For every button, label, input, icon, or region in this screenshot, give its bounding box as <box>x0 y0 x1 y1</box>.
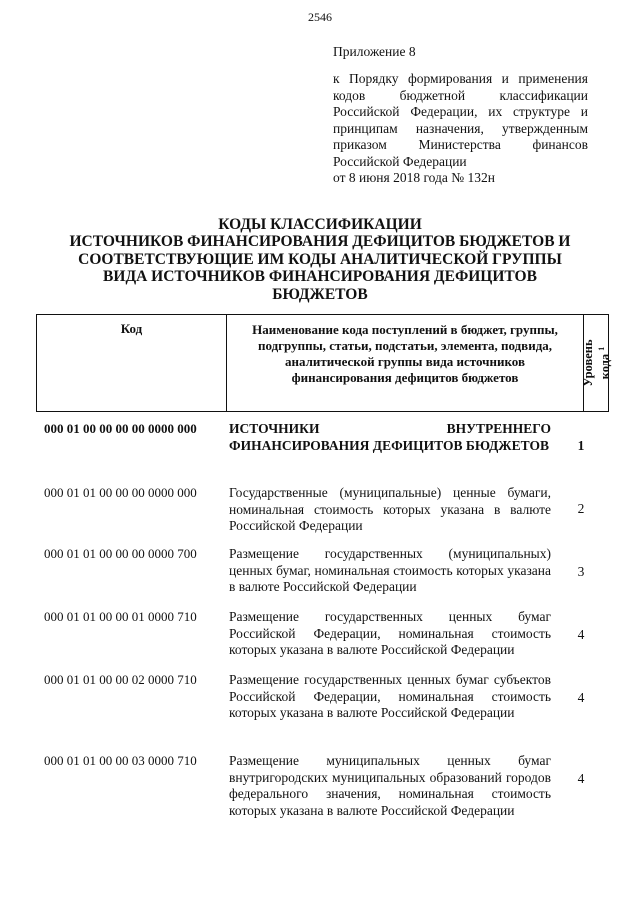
row-code: 000 01 01 00 00 01 0000 710 <box>44 609 197 624</box>
table-header <box>36 314 613 412</box>
row-level: 2 <box>577 501 585 516</box>
row-name: Государственные (муниципальные) ценные бумаги, номинальная стоимость которых указана в валюте Российской Федерации <box>229 485 551 534</box>
title-line: ИСТОЧНИКОВ ФИНАНСИРОВАНИЯ ДЕФИЦИТОВ БЮДЖЕТОВ И <box>69 233 571 251</box>
row-code: 000 01 01 00 00 03 0000 710 <box>44 753 197 768</box>
title-line: ВИДА ИСТОЧНИКОВ ФИНАНСИРОВАНИЯ ДЕФИЦИТОВ <box>103 268 537 286</box>
footnote-mark: 1 <box>596 346 606 351</box>
header-name-text: Наименование кода поступлений в бюджет, группы, подгруппы, статьи, подстатьи, элемента, подвида, аналитической группы вида источников финансирования дефицитов бюджетов <box>252 322 558 385</box>
row-level: 4 <box>577 690 585 705</box>
row-name: Размещение государственных ценных бумаг Российской Федерации, номинальная стоимость которых указана в валюте Российской Федерации <box>229 609 551 658</box>
title-line: БЮДЖЕТОВ <box>272 285 368 303</box>
header-level <box>580 315 613 411</box>
row-code: 000 01 01 00 00 00 0000 000 <box>44 485 197 500</box>
title-line: КОДЫ КЛАССИФИКАЦИИ <box>218 216 422 233</box>
title-line: СООТВЕТСТВУЮЩИЕ ИМ КОДЫ АНАЛИТИЧЕСКОЙ ГРУППЫ <box>78 250 562 268</box>
row-code: 000 01 00 00 00 00 0000 000 <box>44 421 197 436</box>
header-level-line2: кода <box>598 353 613 380</box>
row-name: Размещение государственных (муниципальных) ценных бумаг, номинальная стоимость которых указана в валюте Российской Федерации <box>229 546 551 595</box>
row-level: 1 <box>577 438 585 453</box>
page-number: 2546 <box>308 10 332 24</box>
header-name <box>227 315 584 411</box>
appendix-date: от 8 июня 2018 года № 132н <box>333 170 495 185</box>
row-name: Размещение государственных ценных бумаг субъектов Российской Федерации, номинальная стоимость которых указана в валюте Российской Федерации <box>229 672 551 721</box>
appendix-text: к Порядку формирования и применения кодов бюджетной классификации Российской Федерации, их структуре и принципам назначения, утвержденным приказом Министерства финансов Российской Федерации <box>333 71 588 169</box>
appendix-label: Приложение 8 <box>333 44 416 59</box>
row-code: 000 01 01 00 00 02 0000 710 <box>44 672 197 687</box>
header-level-line1: Уровень <box>580 339 595 387</box>
row-name: ИСТОЧНИКИ ВНУТРЕННЕГО ФИНАНСИРОВАНИЯ ДЕФИЦИТОВ БЮДЖЕТОВ <box>229 421 551 453</box>
header-code: Код <box>37 315 227 411</box>
row-level: 4 <box>577 771 585 786</box>
row-level: 4 <box>577 627 585 642</box>
row-code: 000 01 01 00 00 00 0000 700 <box>44 546 197 561</box>
row-level: 3 <box>577 564 585 579</box>
header-level-rotated <box>582 339 612 386</box>
row-name: Размещение муниципальных ценных бумаг внутригородских муниципальных образований городов федерального значения, номинальная стоимость которых указана в валюте Российской Федерации <box>229 753 551 818</box>
document-title <box>40 216 600 303</box>
